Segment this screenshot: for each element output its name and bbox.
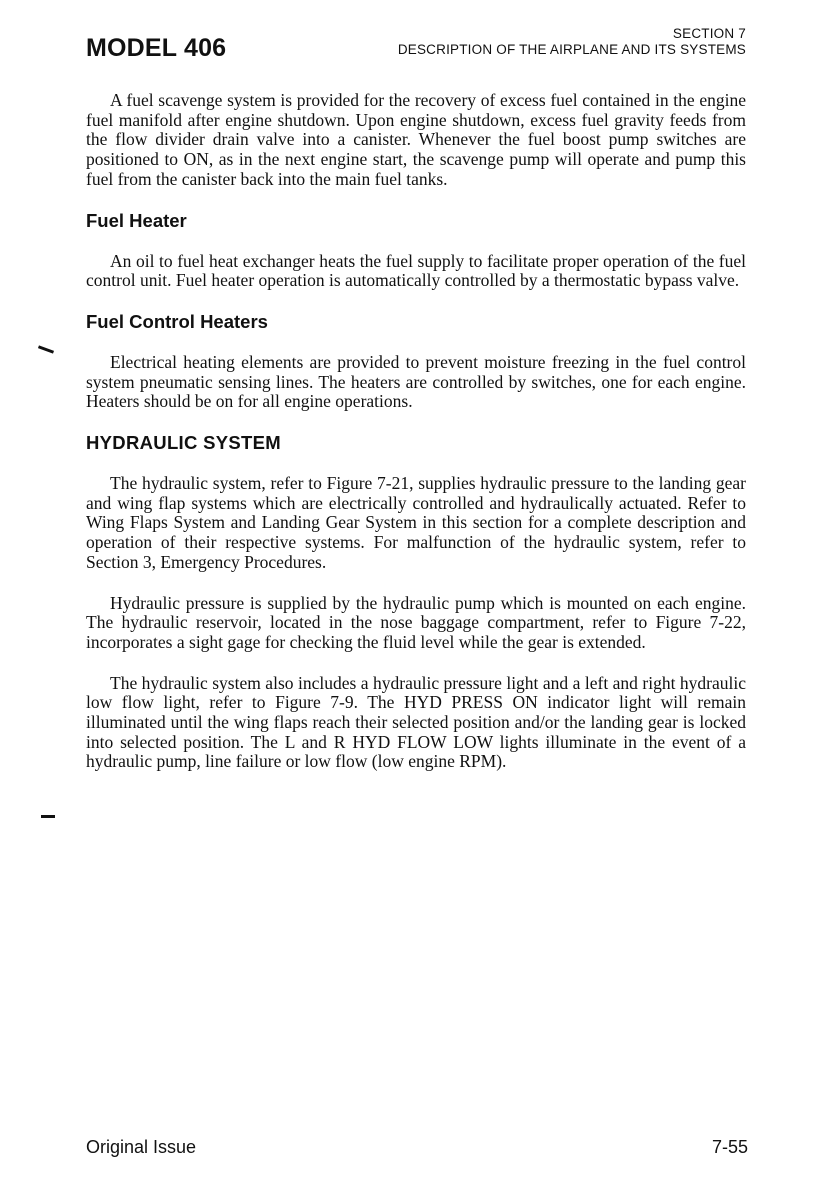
change-bar-mark	[41, 815, 55, 818]
section-number: SECTION 7	[672, 26, 746, 41]
fuel-heater-heading: Fuel Heater	[86, 209, 187, 231]
section-title: DESCRIPTION OF THE AIRPLANE AND ITS SYSTEMS	[397, 42, 746, 57]
change-bar-mark	[38, 345, 54, 353]
hydraulic-paragraph-1: The hydraulic system, refer to Figure 7-21, supplies hydraulic pressure to the landing gear and wing flap systems which are electrically controlled and hydraulically actuated. Refer to Wing Flaps System and Landing Gear System in this section for a complete description and operation of their respective systems. For malfunction of the hydraulic system, refer to Section 3, Emergency Procedures.	[86, 473, 746, 572]
section-header	[398, 26, 746, 58]
hydraulic-paragraph-2: Hydraulic pressure is supplied by the hydraulic pump which is mounted on each engine. The hydraulic reservoir, located in the nose baggage compartment, refer to Figure 7-22, incorporates a sight gage for checking the fluid level while the gear is extended.	[86, 592, 746, 652]
fuel-control-heaters-heading: Fuel Control Heaters	[86, 310, 268, 332]
fuel-control-heaters-paragraph: Electrical heating elements are provided to prevent moisture freezing in the fuel control system pneumatic sensing lines. The heaters are controlled by switches, one for each engine. Heaters should be on for all engine operations.	[86, 351, 746, 412]
footer-issue: Original Issue	[86, 1137, 197, 1157]
model-title: MODEL 406	[86, 34, 227, 62]
scavenge-paragraph: A fuel scavenge system is provided for the recovery of excess fuel contained in the engine fuel manifold after engine shutdown. Upon engine shutdown, excess fuel gravity feeds from the flow divider drain valve into a canister. Whenever the fuel boost pump switches are positioned to ON, as in the next engine start, the scavenge pump will operate and pump this fuel from the canister back into the main fuel tanks.	[86, 90, 746, 189]
page-content	[86, 91, 746, 772]
hydraulic-paragraph-3: The hydraulic system also includes a hydraulic pressure light and a left and right hydraulic low flow light, refer to Figure 7-9. The HYD PRESS ON indicator light will remain illuminated until the wing flaps reach their selected position and/or the landing gear is locked into selected position. The L and R HYD FLOW LOW lights illuminate in the event of a hydraulic pump, line failure or low flow (low engine RPM).	[86, 672, 746, 772]
hydraulic-system-heading: HYDRAULIC SYSTEM	[86, 432, 281, 454]
page-number: 7-55	[711, 1137, 748, 1157]
fuel-heater-paragraph: An oil to fuel heat exchanger heats the fuel supply to facilitate proper operation of the fuel control unit. Fuel heater operation is automatically controlled by a thermostatic bypass valve.	[86, 250, 746, 291]
